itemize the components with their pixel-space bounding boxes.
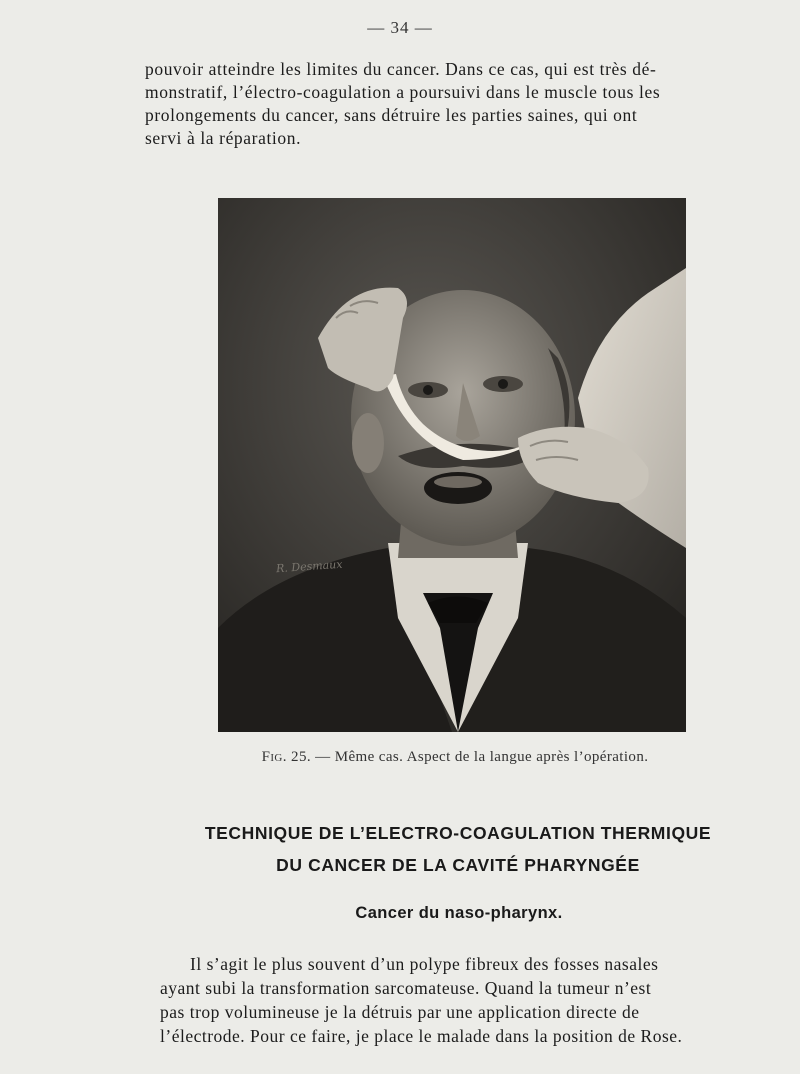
- figure-photograph: [218, 198, 686, 732]
- photographer-signature: R. Desmaux: [275, 557, 343, 576]
- patient-photo-illustration: [218, 198, 686, 732]
- page-number: — 34 —: [367, 18, 433, 37]
- subheading: Cancer du naso-pharynx.: [355, 904, 563, 922]
- paragraph-line: servi à la réparation.: [145, 128, 302, 148]
- figure-caption: [0, 749, 800, 766]
- section-heading-line-1: TECHNIQUE DE L’ELECTRO-COAGULATION THERMIQUE: [204, 823, 712, 843]
- section-heading-line-2: DU CANCER DE LA CAVITÉ PHARYNGÉE: [276, 855, 640, 875]
- paragraph-line: pouvoir atteindre les limites du cancer. Dans ce cas, qui est très dé-: [145, 59, 657, 79]
- paragraph-line: l’électrode. Pour ce faire, je place le malade dans la position de Rose.: [160, 1026, 683, 1046]
- top-paragraph: [145, 58, 750, 150]
- paragraph-line: ayant subi la transformation sarcomateuse. Quand la tumeur n’est: [160, 978, 652, 998]
- paragraph-line: monstratif, l’électro-coagulation a poursuivi dans le muscle tous les: [145, 82, 661, 102]
- paragraph-line: pas trop volumineuse je la détruis par une application directe de: [160, 1002, 640, 1022]
- figure-caption-text: — Même cas. Aspect de la langue après l’opération.: [311, 749, 649, 765]
- paragraph-line: prolongements du cancer, sans détruire les parties saines, qui ont: [145, 105, 638, 125]
- figure-label: Fig. 25.: [261, 749, 312, 765]
- paragraph-line: Il s’agit le plus souvent d’un polype fibreux des fosses nasales: [190, 954, 659, 974]
- bottom-paragraph: [160, 952, 763, 1048]
